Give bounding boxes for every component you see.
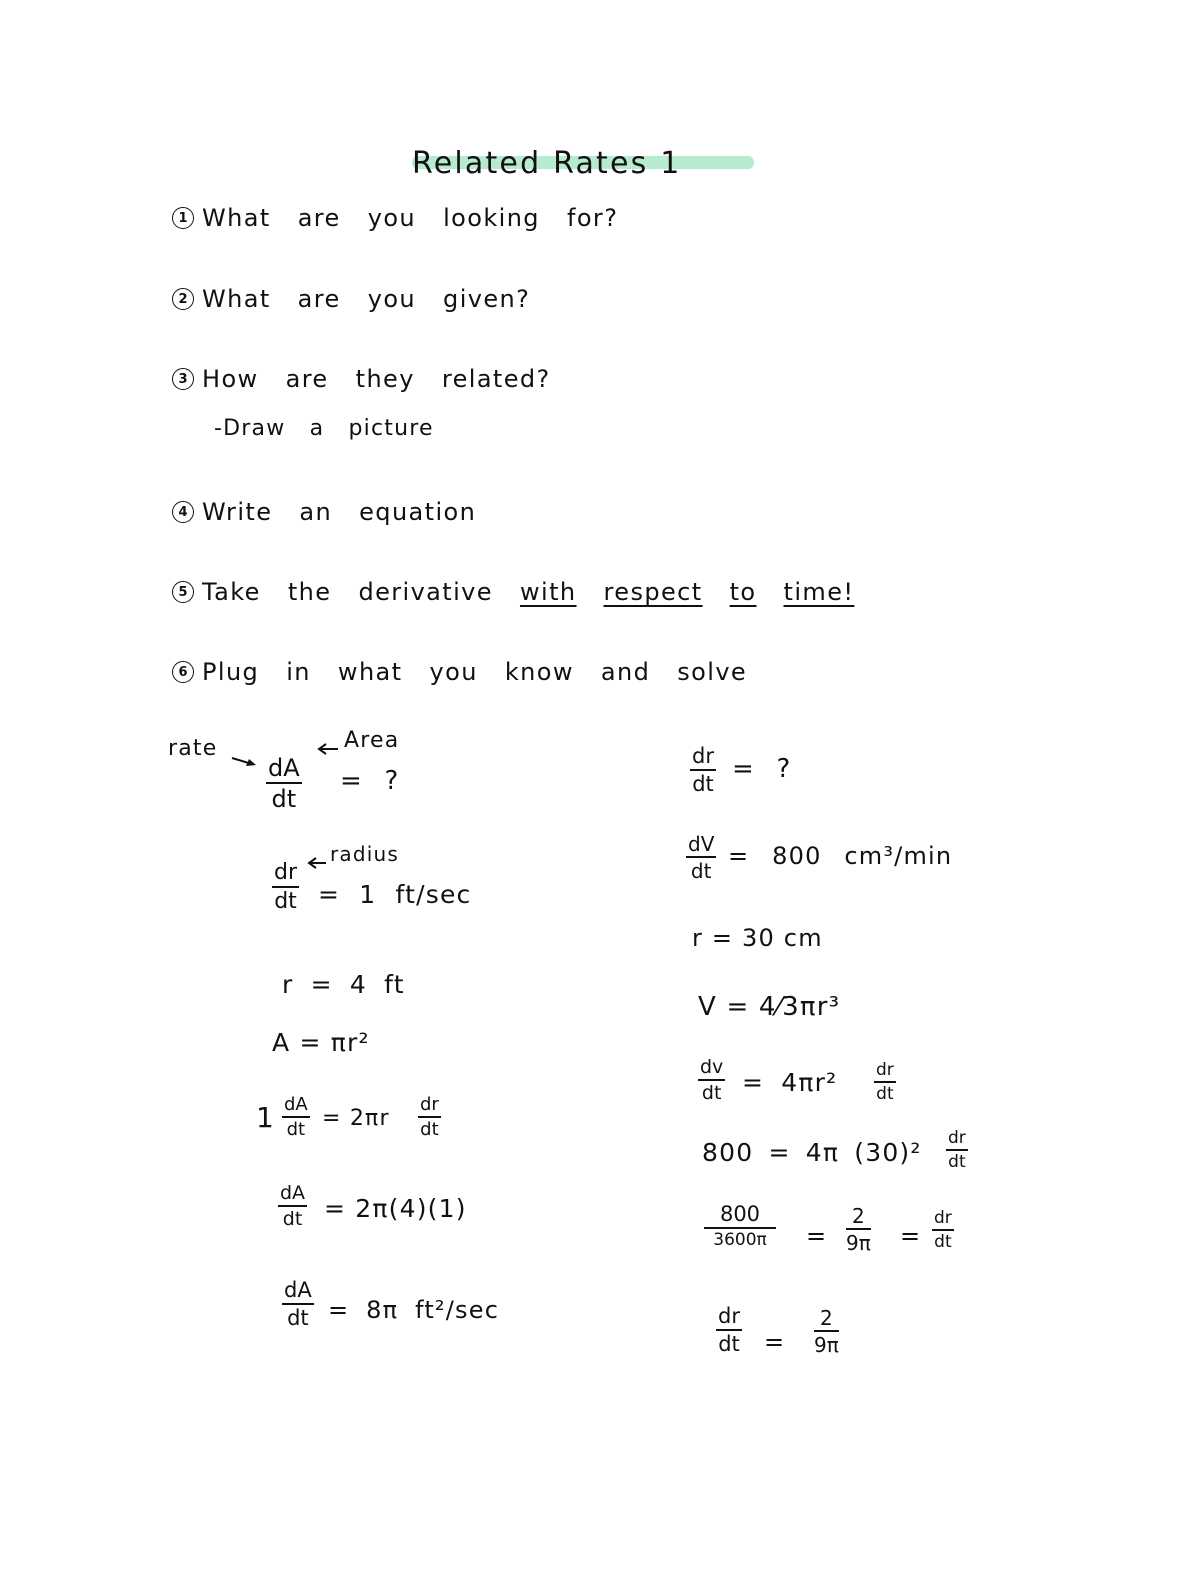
step-text: Plug in what you know and solve — [202, 658, 748, 686]
underlined-word: to — [729, 578, 757, 606]
fraction-numerator: dr — [718, 1304, 740, 1328]
step-number: 2 — [172, 288, 194, 310]
left-deriv-middle: = 2πr — [322, 1106, 390, 1131]
fraction-denominator: dt — [692, 772, 714, 796]
step-4 — [172, 498, 476, 526]
left-r-equation: r = 4 ft — [282, 970, 405, 999]
right-deriv-dr-fraction — [874, 1062, 896, 1103]
right-answer-equals: = — [764, 1328, 786, 1356]
left-dA-dt-fraction — [266, 756, 302, 811]
left-answer-fraction — [282, 1280, 314, 1329]
right-dV-dt-fraction — [686, 834, 716, 881]
page-title: Related Rates 1 — [412, 146, 682, 181]
arrow-icon — [232, 756, 258, 768]
right-plug-fraction — [946, 1130, 968, 1171]
step-word: for — [566, 204, 605, 232]
fraction-denominator: 9π — [846, 1231, 871, 1255]
fraction-numerator: 2 — [852, 1204, 865, 1228]
step-number: 5 — [172, 581, 194, 603]
fraction-numerator: dA — [284, 1278, 312, 1302]
right-solve-fraction — [704, 1204, 776, 1249]
step-6 — [172, 658, 747, 686]
left-deriv-prefix: 1 — [256, 1101, 276, 1134]
step-1 — [172, 204, 618, 232]
area-label: Area — [344, 728, 400, 753]
fraction-numerator: dv — [700, 1056, 724, 1078]
fraction-denominator: dt — [282, 1208, 303, 1230]
left-dr-dt-fraction — [272, 862, 299, 913]
fraction-denominator: 9π — [814, 1333, 839, 1357]
fraction-numerator: dr — [876, 1060, 894, 1080]
fraction-denominator: dt — [948, 1152, 966, 1172]
right-plug-equation: 800 = 4π (30)² — [702, 1138, 922, 1167]
step-word: you — [367, 204, 417, 232]
step-3 — [172, 365, 551, 393]
left-sub-rhs: = 2π(4)(1) — [324, 1194, 467, 1223]
right-deriv-middle: = 4πr² — [742, 1068, 838, 1097]
right-dr-dt-fraction — [690, 746, 716, 795]
step-text: What are you given? — [202, 285, 531, 313]
step-word: are — [297, 204, 341, 232]
step-text: How are they related? — [202, 365, 551, 393]
right-dr-rhs: = ? — [732, 754, 792, 784]
fraction-denominator: dt — [274, 889, 297, 914]
fraction-numerator: dr — [420, 1094, 439, 1115]
right-dV-rhs: = 800 cm³/min — [728, 842, 953, 870]
fraction-numerator: 2 — [820, 1306, 833, 1330]
step-number: 4 — [172, 501, 194, 523]
fraction-numerator: dr — [692, 744, 714, 768]
step-text: Write an equation — [202, 498, 477, 526]
arrow-icon — [318, 744, 340, 754]
fraction-denominator: dt — [876, 1084, 894, 1104]
step-2 — [172, 285, 530, 313]
step-word: What — [202, 204, 271, 232]
step-word: looking — [443, 204, 540, 232]
fraction-denominator: dt — [934, 1232, 952, 1252]
fraction-numerator: dA — [284, 1094, 308, 1115]
right-solve-equals-1: = — [806, 1222, 828, 1250]
fraction-numerator: dr — [948, 1128, 966, 1148]
rate-label: rate — [168, 736, 218, 761]
right-answer-fraction — [716, 1306, 742, 1355]
left-deriv-dr-fraction — [418, 1096, 441, 1139]
right-answer-fraction-2 — [814, 1308, 839, 1355]
step-number: 1 — [172, 207, 194, 229]
fraction-denominator: dt — [287, 1306, 309, 1330]
fraction-numerator: dr — [274, 860, 298, 885]
left-dA-rhs: = ? — [340, 766, 400, 796]
fraction-denominator: dt — [286, 1119, 306, 1140]
left-deriv-fraction — [282, 1096, 310, 1139]
step-text-plain: Take the derivative — [202, 578, 493, 606]
right-solve-fraction-2 — [846, 1206, 871, 1253]
radius-label: radius — [330, 842, 400, 866]
fraction-numerator: 800 — [719, 1202, 761, 1226]
arrow-icon — [308, 858, 328, 868]
fraction-denominator: dt — [690, 859, 712, 883]
right-solve-fraction-3 — [932, 1210, 954, 1251]
step-number: 3 — [172, 368, 194, 390]
sub-step-text: -Draw a picture — [214, 416, 434, 441]
fraction-denominator: dt — [718, 1332, 740, 1356]
right-volume-equation: V = 4⁄3πr³ — [698, 992, 841, 1022]
step-word: ? — [604, 204, 619, 232]
right-r-equation: r = 30 cm — [692, 924, 823, 952]
right-solve-equals-2: = — [900, 1222, 922, 1250]
fraction-denominator: dt — [420, 1119, 439, 1140]
left-area-equation: A = πr² — [272, 1028, 370, 1057]
fraction-numerator: dA — [268, 754, 300, 782]
underlined-word: time! — [783, 578, 855, 606]
left-sub-fraction — [278, 1184, 307, 1229]
fraction-denominator: dt — [701, 1082, 722, 1104]
fraction-numerator: dV — [688, 832, 715, 856]
underlined-word: respect — [603, 578, 703, 606]
fraction-denominator: 3600π — [713, 1230, 767, 1250]
left-answer-rhs: = 8π ft²/sec — [328, 1296, 500, 1324]
left-dr-rhs: = 1 ft/sec — [318, 880, 472, 909]
step-number: 6 — [172, 661, 194, 683]
step-text — [202, 578, 854, 606]
fraction-denominator: dt — [271, 785, 297, 813]
step-5 — [172, 578, 854, 606]
underlined-word: with — [519, 578, 577, 606]
fraction-numerator: dA — [280, 1182, 306, 1204]
step-text — [202, 204, 618, 232]
right-dv-dt-fraction — [698, 1058, 725, 1103]
fraction-numerator: dr — [934, 1208, 952, 1228]
